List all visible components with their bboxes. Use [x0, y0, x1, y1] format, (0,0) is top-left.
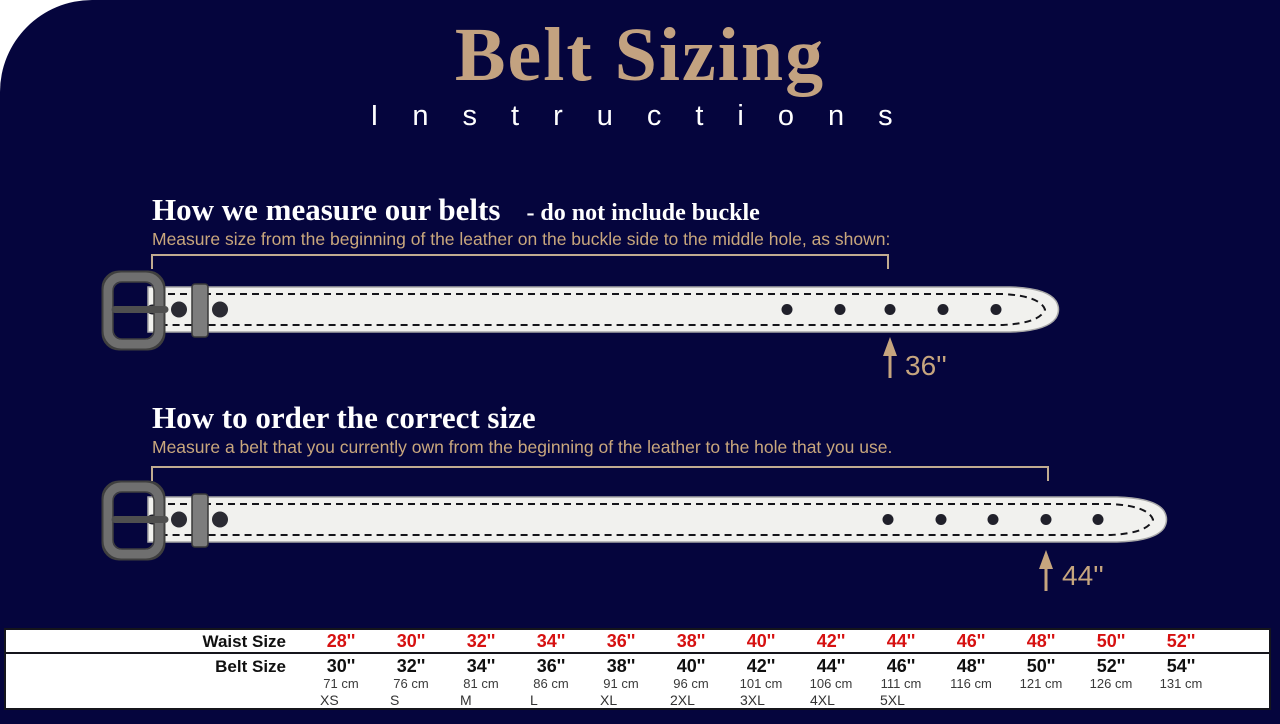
- size-columns: [306, 630, 1216, 708]
- belt-buckle: [103, 272, 165, 349]
- belt-size-value: 54'': [1166, 656, 1196, 676]
- belt-size-value: 50'': [1026, 656, 1056, 676]
- up-arrow-icon: [883, 337, 897, 378]
- belt-size-cm: 126 cm: [1089, 676, 1133, 691]
- letter-size: L: [530, 692, 538, 708]
- size-column: [446, 630, 516, 708]
- table-divider-line: [6, 652, 1269, 654]
- belt-size-cm: 76 cm: [393, 676, 429, 691]
- belt-size-cm: 86 cm: [533, 676, 569, 691]
- letter-size: XL: [600, 692, 618, 708]
- letter-size: [1146, 693, 1216, 708]
- letter-size: S: [390, 692, 400, 708]
- waist-size-value: 46'': [956, 631, 986, 651]
- waist-size-value: 28'': [326, 631, 356, 651]
- belt-hole: [171, 302, 187, 318]
- measurement-bracket: [152, 467, 1048, 481]
- waist-size-value: 34'': [536, 631, 566, 651]
- belt-size-row-label: Belt Size: [215, 657, 286, 676]
- waist-size-value: 36'': [606, 631, 636, 651]
- belt-size-cm: 81 cm: [463, 676, 499, 691]
- section1-heading: [152, 192, 760, 228]
- size-column: [1146, 630, 1216, 708]
- size-table: [4, 628, 1271, 710]
- measurement-bracket: [152, 255, 888, 269]
- belt-size-cm: 121 cm: [1019, 676, 1063, 691]
- waist-size-value: 42'': [816, 631, 846, 651]
- page-title: Belt Sizing: [454, 13, 826, 97]
- belt-size-cm: 71 cm: [323, 676, 359, 691]
- size-column: [376, 630, 446, 708]
- waist-size-value: 38'': [676, 631, 706, 651]
- belt-size-value: 38'': [606, 656, 636, 676]
- belt-size-value: 52'': [1096, 656, 1126, 676]
- size-column: [936, 630, 1006, 708]
- size-column: [1006, 630, 1076, 708]
- belt-keeper-loop: [192, 494, 208, 547]
- belt-size-cm: 101 cm: [739, 676, 783, 691]
- belt-size-value: 34'': [466, 656, 496, 676]
- letter-size: [1076, 693, 1146, 708]
- belt-size-cm: 96 cm: [673, 676, 709, 691]
- belt-size-cm: 116 cm: [950, 676, 992, 691]
- size-column: [656, 630, 726, 708]
- size-column: [586, 630, 656, 708]
- waist-size-value: 30'': [396, 631, 426, 651]
- measurement-value-44: 44'': [1062, 560, 1104, 591]
- belt-size-cm: 131 cm: [1159, 676, 1203, 691]
- belt-size-value: 44'': [816, 656, 846, 676]
- waist-size-value: 40'': [746, 631, 776, 651]
- size-table-labels: [6, 630, 306, 708]
- letter-size: 4XL: [810, 692, 835, 708]
- letter-size: [1006, 693, 1076, 708]
- page-subtitle: Instructions: [370, 100, 927, 132]
- letter-size: [936, 693, 1006, 708]
- size-column: [796, 630, 866, 708]
- section2-description: Measure a belt that you currently own from the beginning of the leather to the hole that you use.: [152, 437, 893, 457]
- size-column: [516, 630, 586, 708]
- waist-size-value: 50'': [1096, 631, 1126, 651]
- belt-size-value: 32'': [396, 656, 426, 676]
- belt-size-value: 36'': [536, 656, 566, 676]
- letter-size: 2XL: [670, 692, 695, 708]
- up-arrow-icon: [1039, 550, 1053, 591]
- measurement-value-36: 36'': [905, 350, 947, 381]
- waist-size-value: 52'': [1166, 631, 1196, 651]
- section1-description: Measure size from the beginning of the leather on the buckle side to the middle hole, as shown:: [152, 229, 891, 249]
- belt-buckle: [103, 482, 165, 559]
- size-column: [726, 630, 796, 708]
- belt-size-cm: 91 cm: [603, 676, 639, 691]
- belt-size-value: 42'': [746, 656, 776, 676]
- belt-size-value: 46'': [886, 656, 916, 676]
- belt-keeper-loop: [192, 284, 208, 337]
- waist-size-row-label: Waist Size: [202, 632, 286, 651]
- belt-size-value: 40'': [676, 656, 706, 676]
- size-column: [1076, 630, 1146, 708]
- size-column: [866, 630, 936, 708]
- section1-heading-text: How we measure our belts: [152, 192, 501, 227]
- section1-heading-note: - do not include buckle: [526, 200, 760, 226]
- letter-size: 3XL: [740, 692, 765, 708]
- belt-hole: [212, 302, 228, 318]
- letter-size: 5XL: [880, 692, 905, 708]
- waist-size-value: 32'': [466, 631, 496, 651]
- waist-size-value: 44'': [886, 631, 916, 651]
- section2-heading: How to order the correct size: [152, 400, 536, 435]
- belt-size-cm: 111 cm: [880, 676, 922, 691]
- belt-diagram-order: [95, 458, 1195, 618]
- waist-size-value: 48'': [1026, 631, 1056, 651]
- belt-hole: [171, 512, 187, 528]
- letter-size: M: [460, 692, 472, 708]
- belt-size-value: 30'': [326, 656, 356, 676]
- belt-hole: [212, 512, 228, 528]
- letter-size: XS: [320, 692, 339, 708]
- belt-size-value: 48'': [956, 656, 986, 676]
- size-column: [306, 630, 376, 708]
- belt-size-cm: 106 cm: [809, 676, 853, 691]
